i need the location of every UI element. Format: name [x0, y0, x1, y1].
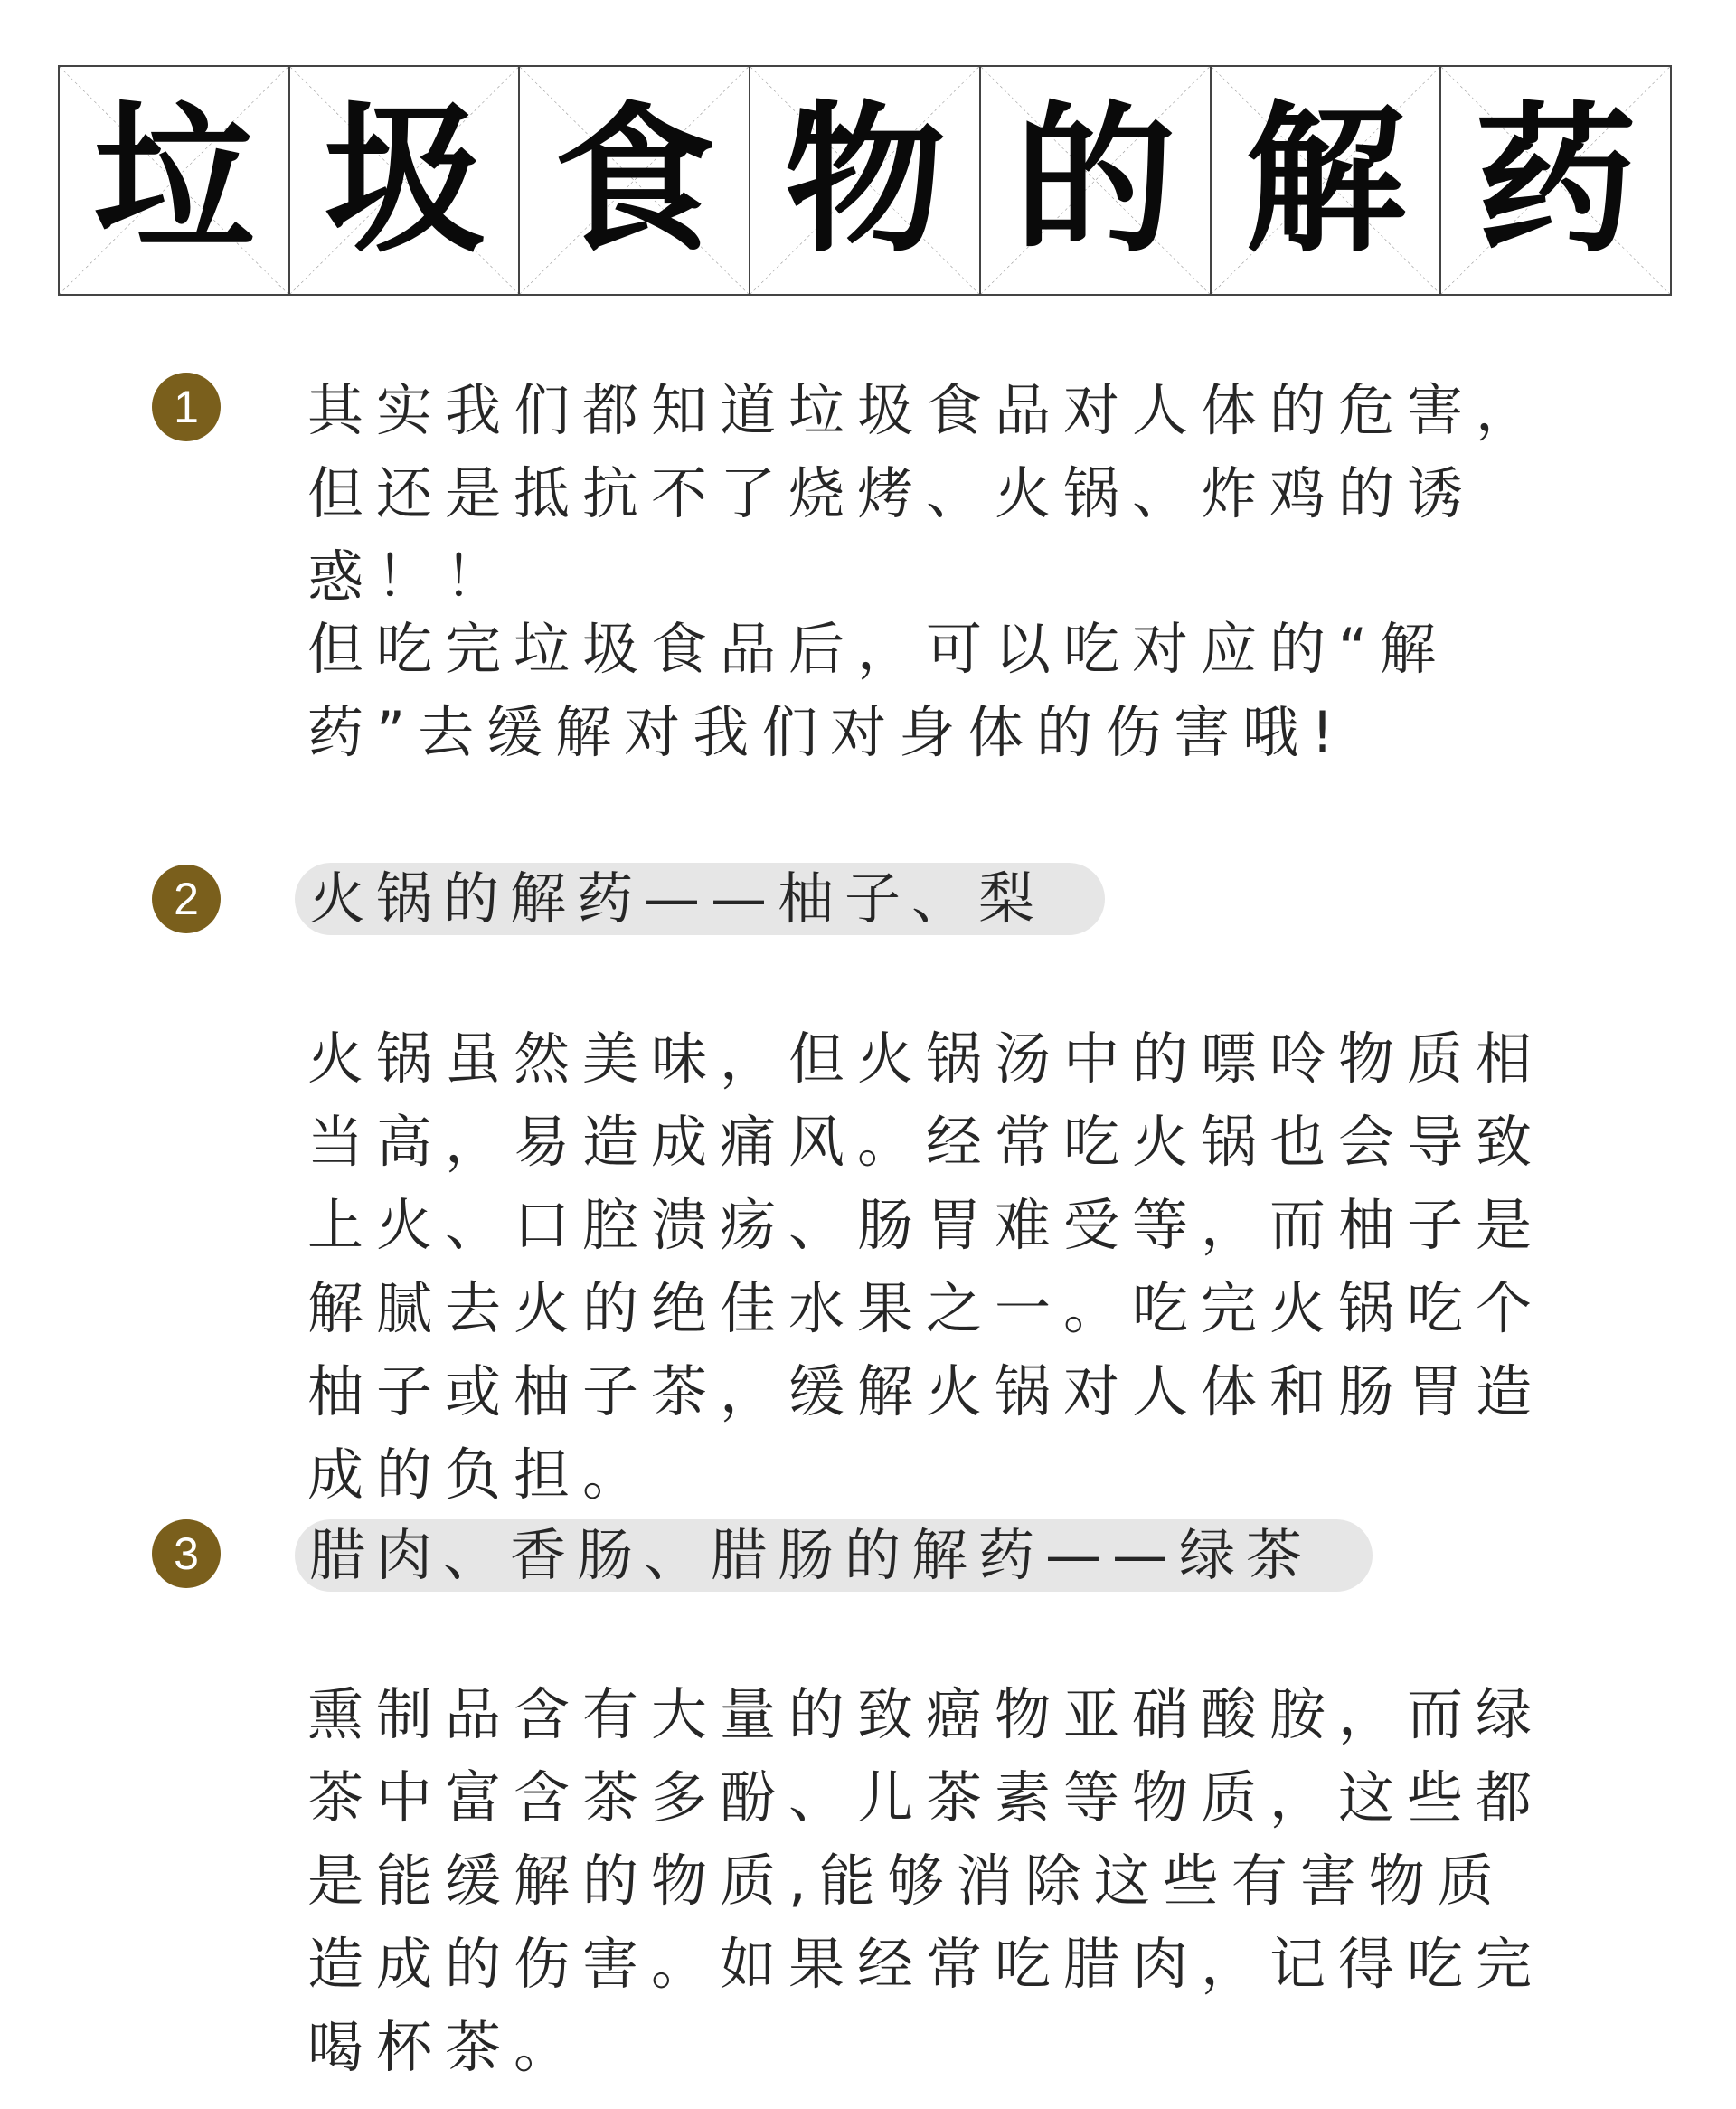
section-1-paragraph-2: 但吃完垃圾食品后，可以吃对应的“解药”去缓解对我们对身体的伤害哦!: [307, 616, 1449, 765]
title-cell: [750, 67, 981, 294]
title-char: 物: [784, 86, 946, 274]
title-cell: [1441, 67, 1670, 294]
section-3-paragraph: 熏制品含有大量的致癌物亚硝酸胺，而绿茶中富含茶多酚、儿茶素等物质，这些都是能缓解的物质,能够消除这些有害物质造成的伤害。如果经常吃腊肉，记得吃完喝杯茶。: [307, 1681, 1545, 2080]
title-char: 食: [553, 86, 715, 274]
title-cell: [60, 67, 290, 294]
section-3-heading: 腊肉、香肠、腊肠的解药——绿茶: [295, 1519, 1373, 1592]
section-2-heading: 火锅的解药——柚子、梨: [295, 863, 1105, 935]
section-2-paragraph: 火锅虽然美味，但火锅汤中的嘌呤物质相当高，易造成痛风。经常吃火锅也会导致上火、口腔溃疡、肠胃难受等，而柚子是解腻去火的绝佳水果之一。吃完火锅吃个柚子或柚子茶，缓解火锅对人体和肠胃造成的负担。: [307, 1026, 1545, 1508]
title-cell: [520, 67, 750, 294]
title-char: 的: [1014, 86, 1176, 274]
title-cell: [981, 67, 1212, 294]
title-grid: [58, 65, 1672, 296]
title-char: 垃: [93, 86, 255, 274]
section-number-badge: 1: [152, 373, 221, 441]
title-char: 药: [1475, 86, 1637, 274]
section-number-badge: 3: [152, 1519, 221, 1588]
title-char: 圾: [324, 86, 486, 274]
section-number-badge: 2: [152, 865, 221, 933]
title-cell: [290, 67, 521, 294]
title-cell: [1212, 67, 1442, 294]
title-char: 解: [1244, 86, 1406, 274]
section-1-paragraph-1: 其实我们都知道垃圾食品对人体的危害，但还是抵抗不了烧烤、火锅、炸鸡的诱惑！！: [307, 377, 1545, 610]
